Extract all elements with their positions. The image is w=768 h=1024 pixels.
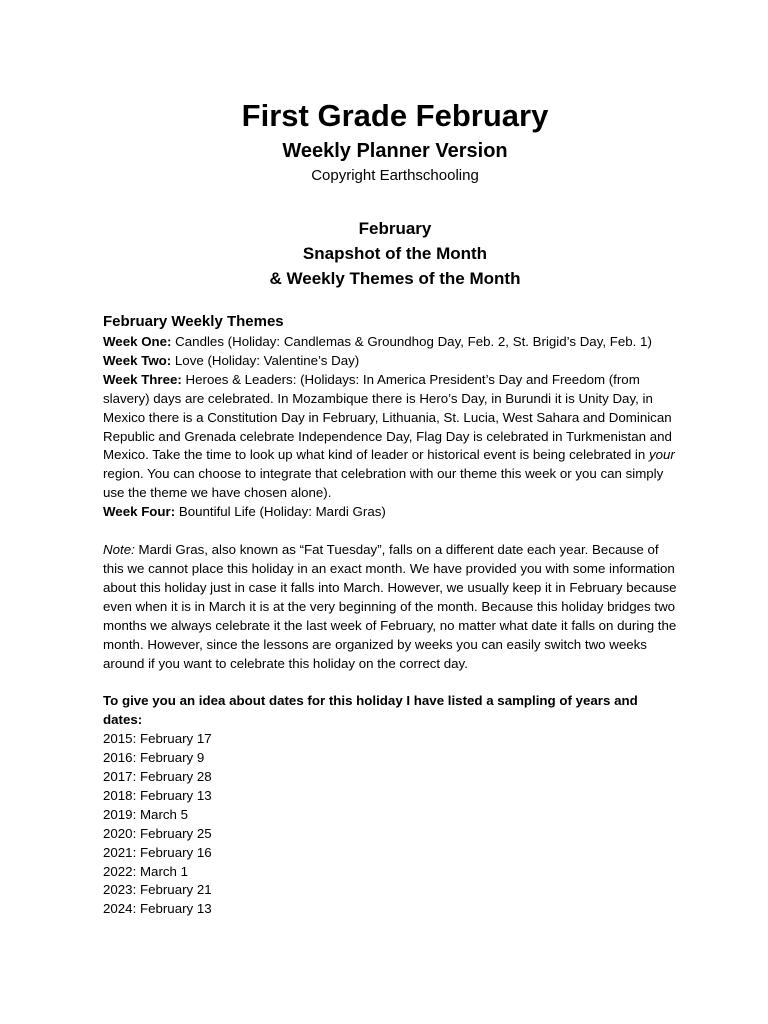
list-item: 2024: February 13 <box>103 901 212 917</box>
note-label: Note: <box>103 542 135 558</box>
document-body <box>103 311 678 919</box>
dates-intro-text: To give you an idea about dates for this holiday I have listed a sampling of years and dates: <box>103 693 638 728</box>
page-title: First Grade February <box>241 98 549 133</box>
list-item: 2021: February 16 <box>103 844 212 860</box>
week-three-text-b: region. You can choose to integrate that celebration with our theme this week or you can simply use the theme we have chosen alone). <box>103 466 664 501</box>
week-four-paragraph <box>103 503 678 522</box>
list-item: 2016: February 9 <box>103 750 205 766</box>
week-two-label: Week Two: <box>103 352 172 368</box>
weekly-themes-heading: February Weekly Themes <box>103 313 284 330</box>
week-three-text-a: Heroes & Leaders: (Holidays: In America President’s Day and Freedom (from slavery) days are celebrated. In Mozambique there is Hero’s Day, in Burundi it is Unity Day, in Mexico there is a Constitution Day in February, Lithuania, St. Lucia, West Sahara and Dominican Republic and Grenada celebrate Independence Day, Flag Day is celebrated in Turkmenistan and Mexico. Take the time to look up what kind of leader or historical event is being celebrated in <box>103 371 672 463</box>
week-one-paragraph <box>103 333 678 352</box>
week-one-text: Candles (Holiday: Candlemas & Groundhog Day, Feb. 2, St. Brigid’s Day, Feb. 1) <box>171 334 652 349</box>
snapshot-line-snapshot: Snapshot of the Month <box>302 244 488 263</box>
week-four-text: Bountiful Life (Holiday: Mardi Gras) <box>175 504 386 520</box>
snapshot-line-month: February <box>358 219 432 238</box>
spacer <box>103 673 678 692</box>
spacer <box>103 522 678 541</box>
list-item: 2015: February 17 <box>103 731 212 747</box>
list-item: 2022: March 1 <box>103 863 189 879</box>
list-item: 2023: February 21 <box>103 882 212 898</box>
week-two-paragraph <box>103 352 678 371</box>
page-subtitle: Weekly Planner Version <box>282 140 508 162</box>
list-item: 2017: February 28 <box>103 769 212 785</box>
list-item: 2020: February 25 <box>103 825 212 841</box>
copyright-line: Copyright Earthschooling <box>311 167 479 184</box>
week-two-text: Love (Holiday: Valentine’s Day) <box>171 352 360 368</box>
week-one-label: Week One: <box>103 334 172 349</box>
note-text: Mardi Gras, also known as “Fat Tuesday”, falls on a different date each year. Because of this we cannot place this holiday in an exact month. We have provided you with some information about this holiday just in case it falls into March. However, we usually keep it in February because even when it is in March it is at the very beginning of the month. Because this holiday bridges two months we always celebrate it the last week of February, no matter what date it falls on during the month. However, since the lessons are organized by weeks you can easily switch two weeks around if you want to celebrate this holiday on the correct day. <box>103 542 677 671</box>
dates-list <box>103 730 678 919</box>
snapshot-line-themes: & Weekly Themes of the Month <box>269 269 521 288</box>
list-item: 2019: March 5 <box>103 806 189 822</box>
dates-intro <box>103 692 678 730</box>
week-three-emphasis: your <box>648 447 675 463</box>
week-four-label: Week Four: <box>103 504 176 520</box>
week-three-paragraph <box>103 371 678 503</box>
list-item: 2018: February 13 <box>103 787 212 803</box>
note-paragraph <box>103 541 678 673</box>
week-three-label: Week Three: <box>103 371 182 387</box>
snapshot-heading <box>0 216 768 291</box>
